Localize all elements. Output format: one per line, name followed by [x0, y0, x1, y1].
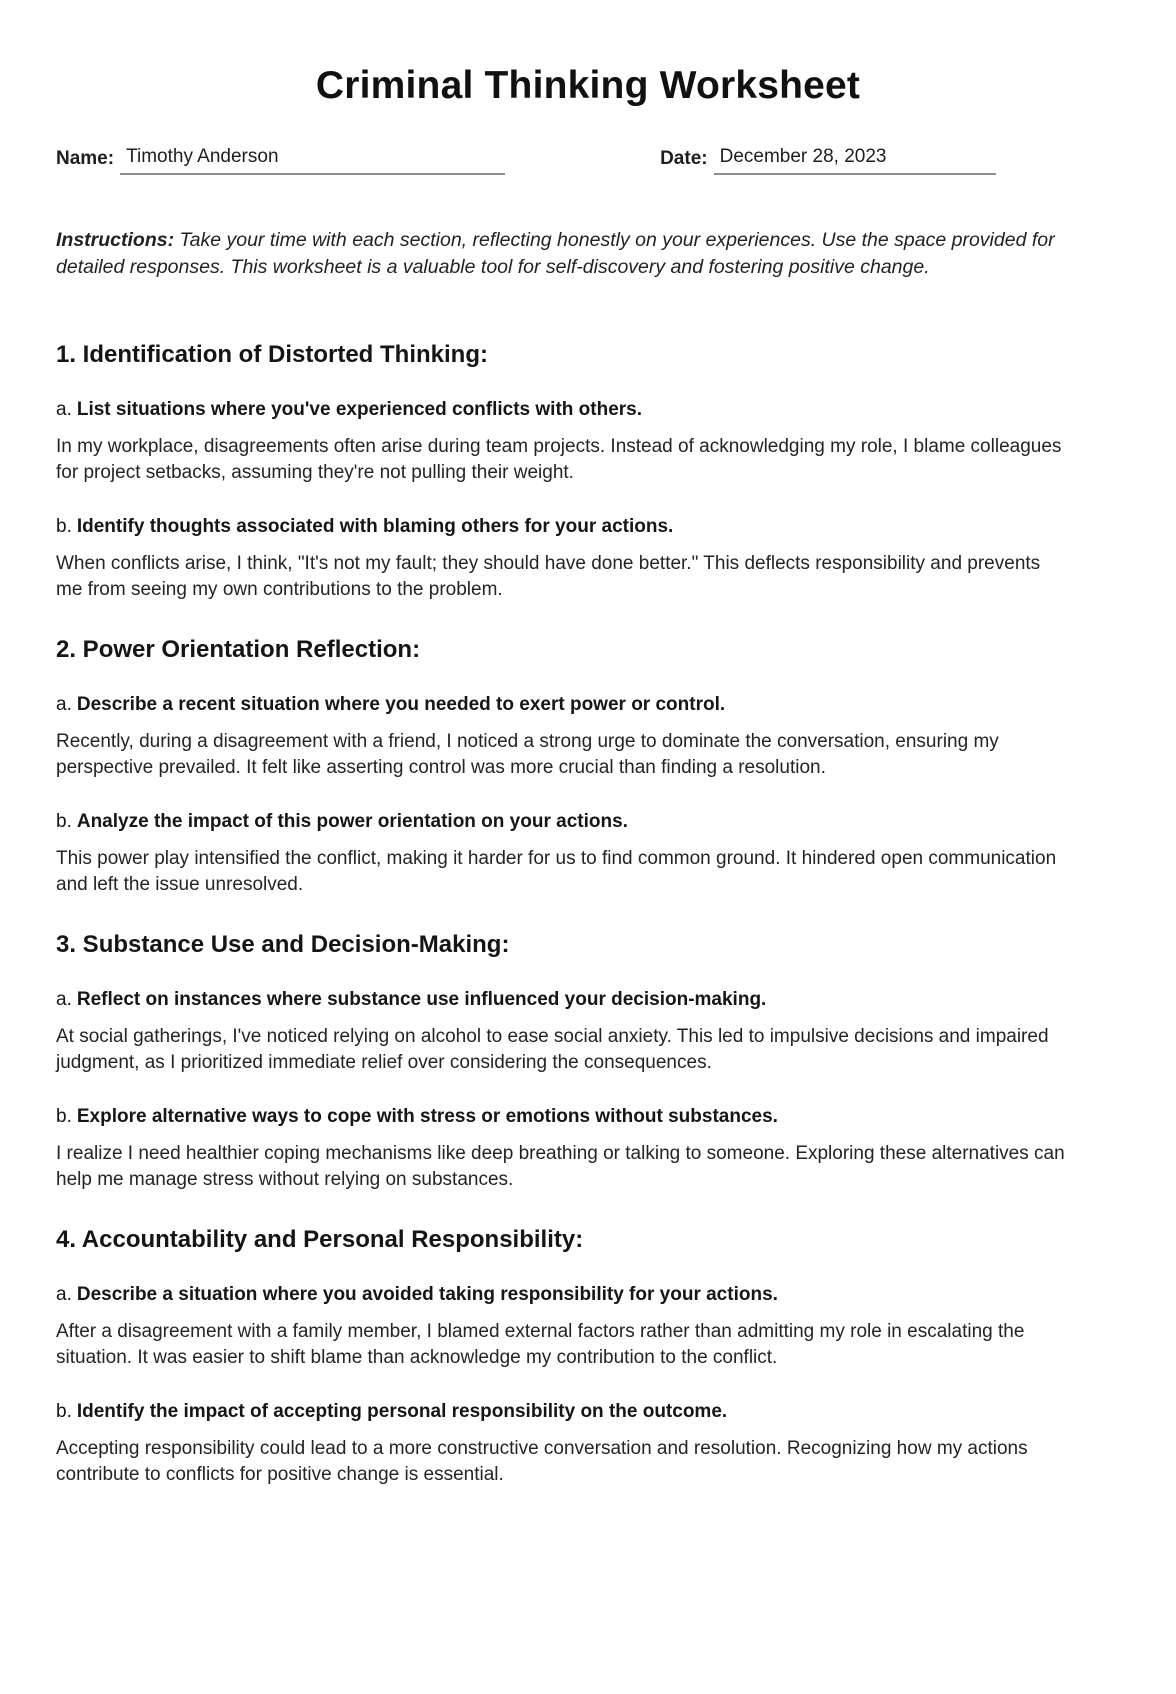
question-text: Describe a recent situation where you needed to exert power or control.: [76, 694, 726, 715]
date-field: [660, 146, 996, 175]
question-prefix: a.: [56, 694, 72, 715]
section-2-answer-a: Recently, during a disagreement with a friend, I noticed a strong urge to dominate the conversation, ensuring my perspective prevailed. It felt like asserting control was more crucial than finding a resolution.: [56, 731, 999, 778]
section-2-question-a: [56, 693, 1078, 717]
section-4-heading: 4. Accountability and Personal Responsibility:: [56, 1226, 584, 1253]
question-prefix: b.: [56, 1401, 72, 1422]
section-3-question-a: [56, 988, 1078, 1012]
question-text: Reflect on instances where substance use influenced your decision-making.: [76, 989, 767, 1010]
section-3-answer-a: At social gatherings, I've noticed relying on alcohol to ease social anxiety. This led to impulsive decisions and impaired judgment, as I prioritized immediate relief over considering the consequences.: [56, 1026, 1049, 1073]
question-prefix: a.: [56, 989, 72, 1010]
name-field: [56, 146, 505, 175]
section-2-question-b: [56, 810, 1078, 834]
section-1-answer-a: In my workplace, disagreements often arise during team projects. Instead of acknowledging my role, I blame colleagues for project setbacks, assuming they're not pulling their weight.: [56, 436, 1062, 483]
section-4-answer-a: After a disagreement with a family member, I blamed external factors rather than admitting my role in escalating the situation. It was easier to shift blame than acknowledge my contribution to the conflict.: [56, 1321, 1025, 1368]
section-2-answer-b: This power play intensified the conflict, making it harder for us to find common ground. It hindered open communication and left the issue unresolved.: [56, 848, 1057, 895]
question-prefix: a.: [56, 399, 72, 420]
question-prefix: a.: [56, 1284, 72, 1305]
question-text: Analyze the impact of this power orientation on your actions.: [76, 811, 628, 832]
name-label: Name:: [56, 148, 115, 169]
section-2-heading: 2. Power Orientation Reflection:: [56, 636, 421, 663]
section-4-answer-b: Accepting responsibility could lead to a more constructive conversation and resolution. Recognizing how my actions contribute to conflicts for positive change is essential.: [56, 1438, 1028, 1485]
question-text: Identify the impact of accepting personal responsibility on the outcome.: [76, 1401, 728, 1422]
question-prefix: b.: [56, 516, 72, 537]
section-3-question-b: [56, 1105, 1078, 1129]
date-value: December 28, 2023: [714, 146, 996, 175]
instructions-label: Instructions:: [56, 229, 175, 251]
name-value: Timothy Anderson: [120, 146, 505, 175]
page-title: Criminal Thinking Worksheet: [315, 64, 861, 107]
question-text: List situations where you've experienced conflicts with others.: [76, 399, 643, 420]
section-1-heading: 1. Identification of Distorted Thinking:: [56, 341, 488, 368]
question-prefix: b.: [56, 811, 72, 832]
section-1-answer-b: When conflicts arise, I think, "It's not my fault; they should have done better." This deflects responsibility and prevents me from seeing my own contributions to the problem.: [56, 553, 1041, 600]
section-4-question-a: [56, 1283, 1078, 1307]
worksheet-page: [0, 64, 1176, 1694]
section-3-heading: 3. Substance Use and Decision-Making:: [56, 931, 510, 958]
section-1-question-a: [56, 398, 1078, 422]
question-text: Explore alternative ways to cope with stress or emotions without substances.: [76, 1106, 778, 1127]
instructions-paragraph: [56, 227, 1078, 281]
question-text: Describe a situation where you avoided taking responsibility for your actions.: [76, 1284, 778, 1305]
instructions-text: Take your time with each section, reflecting honestly on your experiences. Use the space provided for detailed responses. This worksheet is a valuable tool for self-discovery and fostering positive change.: [56, 229, 1055, 278]
date-label: Date:: [660, 148, 708, 169]
question-prefix: b.: [56, 1106, 72, 1127]
question-text: Identify thoughts associated with blaming others for your actions.: [76, 516, 674, 537]
section-4-question-b: [56, 1400, 1078, 1424]
meta-row: [56, 146, 1120, 175]
section-1-question-b: [56, 515, 1078, 539]
section-3-answer-b: I realize I need healthier coping mechanisms like deep breathing or talking to someone. Exploring these alternatives can help me manage stress without relying on substances.: [56, 1143, 1065, 1190]
